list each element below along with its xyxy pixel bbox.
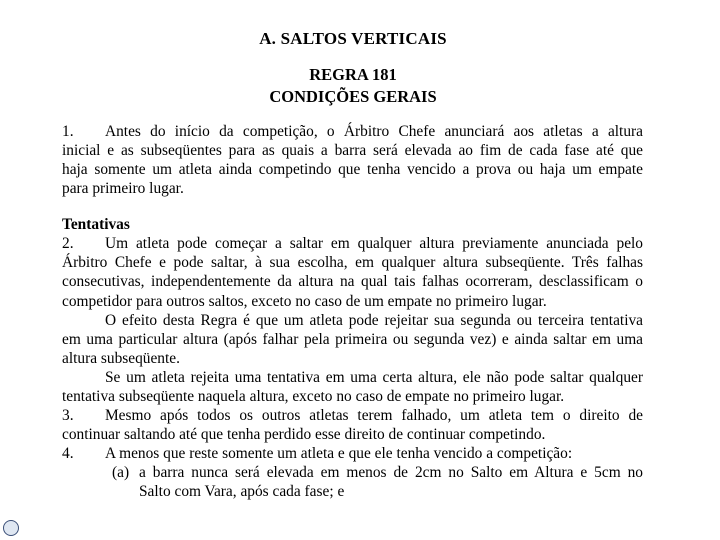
section-title: A. SALTOS VERTICAIS <box>259 29 447 48</box>
list-item-a-line: Salto com Vara, após cada fase; e <box>139 483 345 500</box>
list-item-a-line <box>112 463 643 483</box>
paragraph-2-line: competidor para outros saltos, exceto no caso de um empate no primeiro lugar. <box>62 293 547 310</box>
paragraph-2b-line: altura subseqüente. <box>62 350 180 367</box>
paragraph-1-line: haja somente um atleta ainda competindo que tenha vencido a prova ou haja um empate <box>62 161 643 178</box>
paragraph-2-line <box>62 234 643 254</box>
paragraph-text: A menos que reste somente um atleta e que ele tenha vencido a competição: <box>105 445 573 462</box>
rule-title: REGRA 181 <box>309 65 397 84</box>
paragraph-1-line: inicial e as subseqüentes para as quais a barra será elevada ao fim de cada fase até que <box>62 142 643 159</box>
list-item-text: a barra nunca será elevada em menos de 2cm no Salto em Altura e 5cm no <box>139 464 643 481</box>
paragraph-3-line <box>62 406 643 426</box>
paragraph-4-line <box>62 444 643 464</box>
paragraph-number: 4. <box>62 445 74 462</box>
paragraph-text: Um atleta pode começar a saltar em qualquer altura previamente anunciada pelo <box>105 235 643 252</box>
subsection-heading: Tentativas <box>62 216 130 233</box>
list-item-label: (a) <box>112 464 130 481</box>
rule-subtitle: CONDIÇÕES GERAIS <box>269 87 437 106</box>
paragraph-1-line: para primeiro lugar. <box>62 180 184 197</box>
paragraph-text: Mesmo após todos os outros atletas terem falhado, um atleta tem o direito de <box>105 407 643 424</box>
paragraph-text: Antes do início da competição, o Árbitro Chefe anunciará aos atletas a altura <box>105 123 643 140</box>
paragraph-2c-line: tentativa subseqüente naquela altura, exceto no caso de empate no primeiro lugar. <box>62 388 565 405</box>
paragraph-2-line: Árbitro Chefe e pode saltar, à sua escolha, em qualquer altura subseqüente. Três falhas <box>62 254 643 271</box>
paragraph-2b-line: O efeito desta Regra é que um atleta pode rejeitar sua segunda ou terceira tentativa <box>105 312 643 329</box>
paragraph-2c-line: Se um atleta rejeita uma tentativa em uma certa altura, ele não pode saltar qualquer <box>105 369 643 386</box>
paragraph-2-line: consecutivas, independentemente da altura na qual tais falhas ocorreram, desclassificam o <box>62 273 643 290</box>
circle-nav-icon[interactable] <box>3 520 19 536</box>
paragraph-number: 2. <box>62 235 74 252</box>
paragraph-3-line: continuar saltando até que tenha perdido esse direito de continuar competindo. <box>62 426 546 443</box>
paragraph-number: 3. <box>62 407 74 424</box>
paragraph-2b-line: em uma particular altura (após falhar pela primeira ou segunda vez) e ainda saltar em uma <box>62 331 643 348</box>
paragraph-1-line <box>62 122 643 142</box>
paragraph-number: 1. <box>62 123 74 140</box>
